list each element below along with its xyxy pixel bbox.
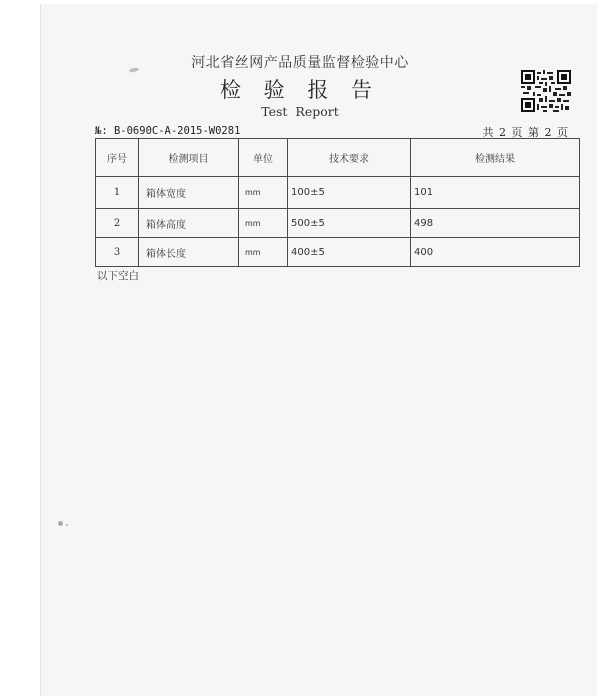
cell-unit: mm [239,238,288,267]
report-number: №: B-0690C-A-2015-W0281 [95,125,241,137]
column-header-no: 序号 [96,139,139,177]
cell-result: 498 [411,209,580,238]
inspection-results-table [95,138,580,267]
cell-result: 101 [411,177,580,209]
cell-unit: mm [239,209,288,238]
cell-requirement: 400±5 [288,238,411,267]
cell-requirement: 100±5 [288,177,411,209]
column-header-requirement: 技术要求 [288,139,411,177]
cell-result: 400 [411,238,580,267]
cell-unit: mm [239,177,288,209]
report-title: 检 验 报 告 [219,78,381,102]
page-indicator: 共 2 页 第 2 页 [482,126,568,139]
cell-requirement: 500±5 [288,209,411,238]
cell-no: 1 [96,177,139,209]
qr-code-icon [521,70,571,112]
organization-name: 河北省丝网产品质量监督检验中心 [191,55,409,71]
report-subtitle: Test Report [261,104,339,119]
table-row [96,209,580,238]
cell-item: 箱体高度 [139,209,239,238]
scan-speck [66,524,68,526]
table-header-row [96,139,580,177]
column-header-unit: 单位 [239,139,288,177]
table-row [96,238,580,267]
table-row [96,177,580,209]
column-header-result: 检测结果 [411,139,580,177]
cell-no: 3 [96,238,139,267]
scan-speck [58,521,63,526]
cell-no: 2 [96,209,139,238]
blank-below-note: 以下空白 [97,270,139,282]
cell-item: 箱体宽度 [139,177,239,209]
column-header-item: 检测项目 [139,139,239,177]
cell-item: 箱体长度 [139,238,239,267]
